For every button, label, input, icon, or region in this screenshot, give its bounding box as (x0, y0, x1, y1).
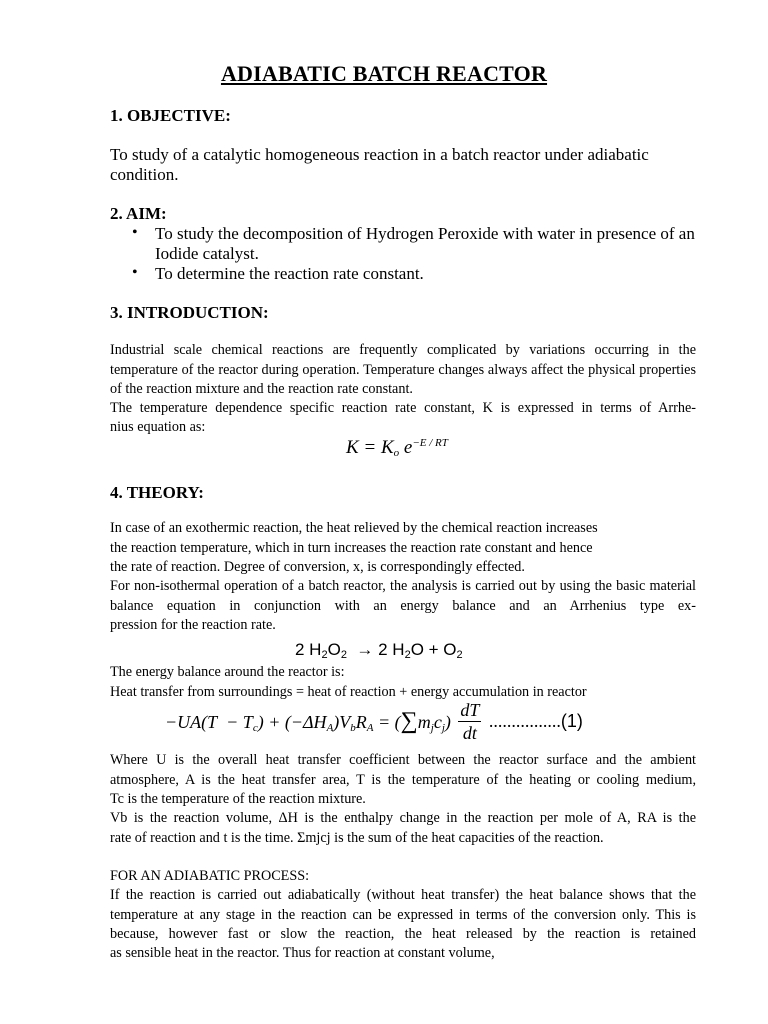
objective-heading: 1. OBJECTIVE: (110, 106, 231, 125)
introduction-heading: 3. INTRODUCTION: (110, 303, 269, 322)
theory-heading: 4. THEORY: (110, 483, 204, 502)
energy-balance-intro: The energy balance around the reactor is: (110, 664, 345, 680)
aim-bullet-2: To determine the reaction rate constant. (155, 264, 424, 283)
document-title: ADIABATIC BATCH REACTOR (220, 61, 548, 86)
bullet-icon: • (132, 224, 138, 241)
theory-line-3: the rate of reaction. Degree of conversion, x, is correspondingly effected. (110, 559, 525, 575)
where-paragraph-2-end: rate of reaction and t is the time. Σmjcj is the sum of the heat capacities of the reaction. (110, 830, 604, 846)
energy-balance-equation: $-UA(T - T_c) + (-\Delta H_A)V_bR_A = (\sum m_jc_j)$ $\frac{dT}{dt}$ ................(1) (165, 700, 583, 743)
introduction-paragraph-2-line-2: nius equation as: (110, 419, 206, 435)
introduction-paragraph-1: Industrial scale chemical reactions are frequently complicated by variations occurring in the temperature of the reactor during operation. Temperature changes always affect the physical properties of the reaction mixture and the reaction rate constant. (110, 342, 696, 397)
bullet-icon: • (132, 264, 138, 281)
theory-line-1: In case of an exothermic reaction, the heat relieved by the chemical reaction increases (110, 520, 598, 536)
theory-paragraph-2-end: pression for the reaction rate. (110, 617, 276, 633)
where-paragraph-1-end: Tc is the temperature of the reaction mixture. (110, 791, 366, 807)
where-paragraph-2: Vb is the reaction volume, ΔH is the enthalpy change in the reaction per mole of A, RA is the (110, 810, 696, 826)
objective-text: To study of a catalytic homogeneous reaction in a batch reactor under adiabatic condition. (110, 145, 649, 184)
aim-heading: 2. AIM: (110, 204, 167, 223)
energy-balance-words: Heat transfer from surroundings = heat of reaction + energy accumulation in reactor (110, 684, 587, 700)
arrhenius-equation: $K = K_o$ $e^{-E / RT}$ (346, 437, 448, 459)
reaction-equation: 2 $H_2O_2 \to 2$ $H_2O + O_2$ (295, 640, 463, 661)
adiabatic-paragraph: If the reaction is carried out adiabatically (without heat transfer) the heat balance shows that the temperature at any stage in the reaction can be expressed in terms of the conversion only. This is because, however fast or slow the reaction, the heat released by the reaction is retained (110, 887, 696, 942)
theory-line-2: the reaction temperature, which in turn increases the reaction rate constant and hence (110, 540, 593, 556)
introduction-paragraph-2-line-1: The temperature dependence specific reaction rate constant, K is expressed in terms of Arrhe- (110, 400, 696, 416)
theory-paragraph-2: For non-isothermal operation of a batch reactor, the analysis is carried out by using the basic material balance equation in conjunction with an energy balance and an Arrhenius type ex- (110, 578, 696, 614)
adiabatic-paragraph-end: as sensible heat in the reactor. Thus for reaction at constant volume, (110, 945, 495, 961)
aim-bullet-1: To study the decomposition of Hydrogen Peroxide with water in presence of an Iodide catalyst. (155, 224, 695, 263)
adiabatic-heading: FOR AN ADIABATIC PROCESS: (110, 868, 310, 884)
where-paragraph-1: Where U is the overall heat transfer coefficient between the reactor surface and the ambient atmosphere, A is the heat transfer area, T is the temperature of the heating or cooling medium, (110, 752, 696, 788)
